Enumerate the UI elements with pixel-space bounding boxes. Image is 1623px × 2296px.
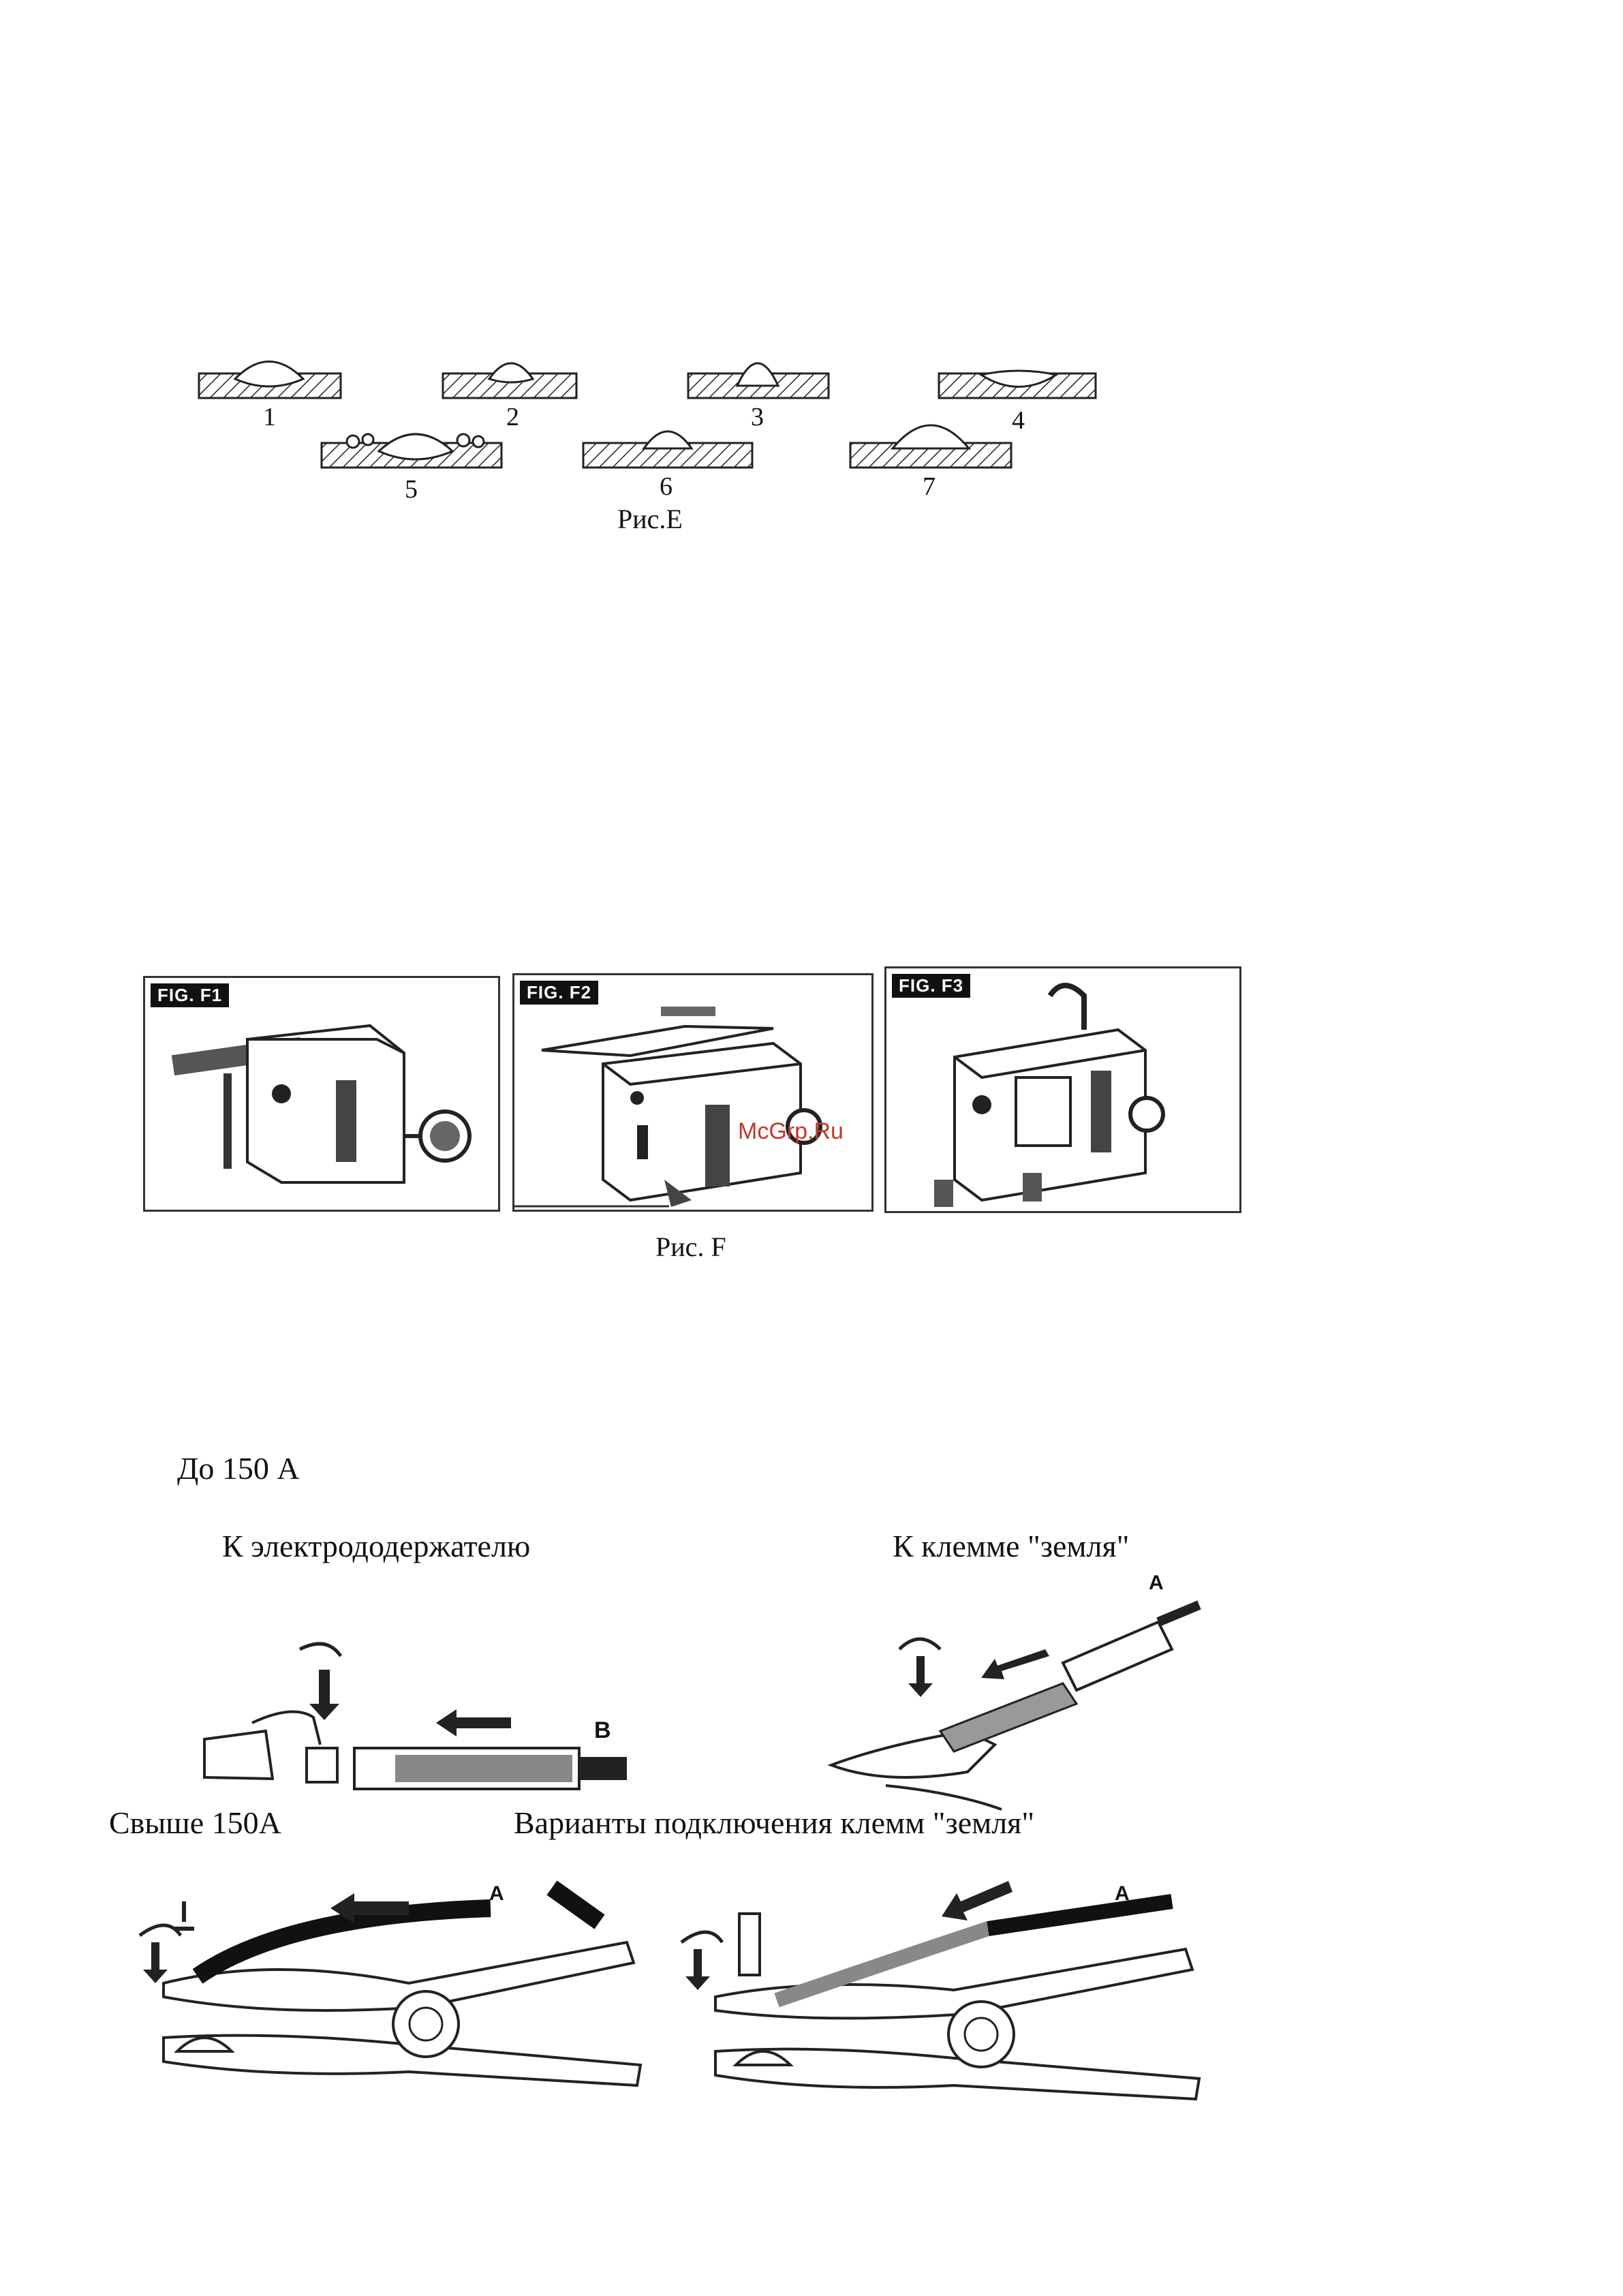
bead-label-5: 5 xyxy=(405,475,418,504)
bead-label-6: 6 xyxy=(660,472,673,501)
label-to-ground-clamp: К клемме "земля" xyxy=(893,1529,1130,1563)
cable-label-a-right: A xyxy=(1115,1882,1130,1905)
fig-f1-label: FIG. F1 xyxy=(151,983,229,1007)
fig-f2-label: FIG. F2 xyxy=(520,981,598,1005)
cable-label-a-top: A xyxy=(1149,1572,1164,1594)
bead-label-7: 7 xyxy=(923,472,936,501)
figure-e-caption: Рис.Е xyxy=(617,504,683,534)
cable-label-a-left: A xyxy=(489,1882,504,1905)
figure-f-caption: Рис. F xyxy=(655,1231,726,1262)
cable-label-b: B xyxy=(594,1717,611,1743)
bead-label-4: 4 xyxy=(1012,406,1025,435)
bead-label-3: 3 xyxy=(751,403,764,431)
heading-up-to-150a: До 150 А xyxy=(177,1451,300,1486)
label-ground-variants: Варианты подключения клемм "земля" xyxy=(514,1805,1035,1840)
fig-f3-label: FIG. F3 xyxy=(892,974,970,998)
label-to-electrode-holder: К электрододержателю xyxy=(222,1529,531,1563)
watermark: McGrp.Ru xyxy=(738,1118,844,1144)
bead-label-2: 2 xyxy=(506,403,519,431)
heading-above-150a: Свыше 150А xyxy=(109,1805,281,1840)
bead-label-1: 1 xyxy=(263,403,276,431)
